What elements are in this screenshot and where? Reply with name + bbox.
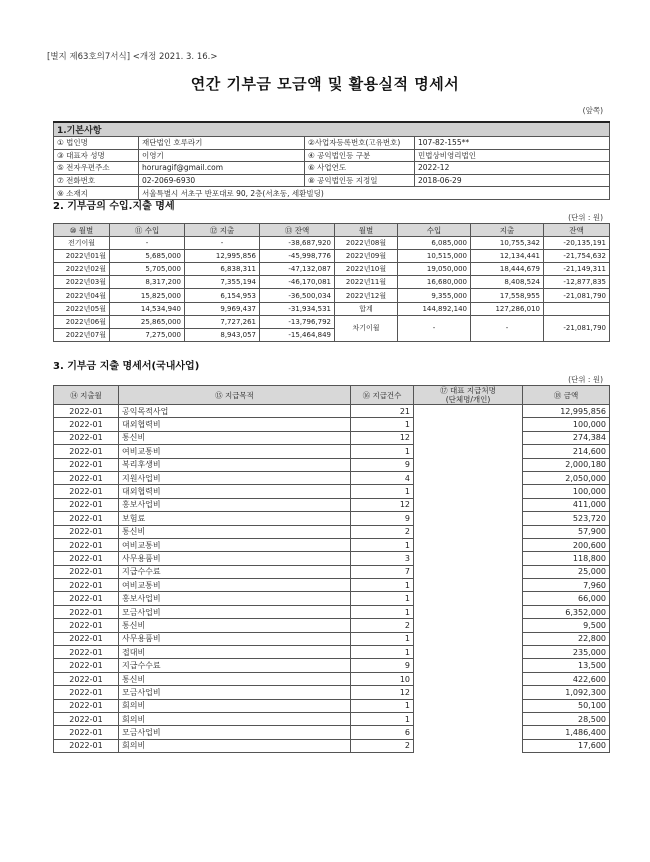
- expense-month-cell: 2022-01: [54, 646, 119, 659]
- field-value: 민법상비영리법인: [415, 149, 610, 162]
- table-row: [54, 538, 610, 551]
- recipient-cell: [414, 726, 523, 739]
- count-cell: 1: [351, 699, 414, 712]
- balance-cell: -15,464,849: [260, 328, 335, 341]
- field-value: horuragif@gmail.com: [139, 162, 305, 175]
- carry-forward-label: 차기이월: [335, 315, 398, 341]
- balance-cell: -13,796,792: [260, 315, 335, 328]
- field-label: ① 법인명: [54, 137, 139, 150]
- recipient-cell: [414, 712, 523, 725]
- month-cell: 2022년11월: [335, 276, 398, 289]
- table-row: [54, 289, 610, 302]
- unit-note: (단위 : 원): [568, 213, 603, 222]
- expense-month-cell: 2022-01: [54, 579, 119, 592]
- purpose-cell: 회의비: [119, 739, 351, 752]
- month-cell: 2022년03월: [54, 276, 110, 289]
- count-cell: 9: [351, 659, 414, 672]
- field-value: 재단법인 호루라기: [139, 137, 305, 150]
- expenditure-rows: [54, 405, 610, 753]
- count-cell: 1: [351, 605, 414, 618]
- purpose-cell: 통신비: [119, 431, 351, 444]
- purpose-cell: 공익목적사업: [119, 405, 351, 418]
- balance-cell: -38,687,920: [260, 237, 335, 250]
- amount-cell: 6,352,000: [523, 605, 610, 618]
- table-row: [54, 739, 610, 752]
- count-cell: 6: [351, 726, 414, 739]
- purpose-cell: 홍보사업비: [119, 498, 351, 511]
- amount-cell: 200,600: [523, 538, 610, 551]
- balance-cell: -36,500,034: [260, 289, 335, 302]
- amount-cell: 2,000,180: [523, 458, 610, 471]
- expense-month-cell: 2022-01: [54, 712, 119, 725]
- amount-cell: 274,384: [523, 431, 610, 444]
- purpose-cell: 여비교통비: [119, 445, 351, 458]
- expense-month-cell: 2022-01: [54, 471, 119, 484]
- month-cell: 2022년01월: [54, 250, 110, 263]
- recipient-cell: [414, 512, 523, 525]
- income-cell: 16,680,000: [398, 276, 471, 289]
- income-total: 144,892,140: [398, 302, 471, 315]
- amount-cell: 214,600: [523, 445, 610, 458]
- amount-cell: 9,500: [523, 619, 610, 632]
- section-3-title: 3. 기부금 지출 명세서(국내사업): [53, 361, 200, 372]
- expense-month-cell: 2022-01: [54, 592, 119, 605]
- expense-month-cell: 2022-01: [54, 632, 119, 645]
- column-header: 월별: [335, 224, 398, 237]
- column-header: ⑭ 지출월: [54, 386, 119, 405]
- purpose-cell: 사무용품비: [119, 552, 351, 565]
- count-cell: 7: [351, 565, 414, 578]
- recipient-cell: [414, 686, 523, 699]
- income-cell: 5,685,000: [110, 250, 185, 263]
- field-label: ③ 대표자 성명: [54, 149, 139, 162]
- expense-cell: 12,134,441: [471, 250, 544, 263]
- recipient-cell: [414, 431, 523, 444]
- table-row: [54, 315, 610, 328]
- count-cell: 1: [351, 538, 414, 551]
- expenditure-table: [53, 385, 610, 753]
- column-header: ⑯ 지급건수: [351, 386, 414, 405]
- recipient-cell: [414, 659, 523, 672]
- expense-cell: 12,995,856: [185, 250, 260, 263]
- expense-month-cell: 2022-01: [54, 605, 119, 618]
- amount-cell: 25,000: [523, 565, 610, 578]
- purpose-cell: 회의비: [119, 699, 351, 712]
- count-cell: 3: [351, 552, 414, 565]
- balance-cell: -47,132,087: [260, 263, 335, 276]
- count-cell: 1: [351, 445, 414, 458]
- amount-cell: 22,800: [523, 632, 610, 645]
- table-row: [54, 498, 610, 511]
- month-cell: 2022년05월: [54, 302, 110, 315]
- recipient-cell: [414, 592, 523, 605]
- field-label: ⑦ 전화번호: [54, 174, 139, 187]
- table-row: [54, 619, 610, 632]
- balance-cell: -45,998,776: [260, 250, 335, 263]
- carry-forward-balance: -21,081,790: [544, 315, 610, 341]
- field-value: 02-2069-6930: [139, 174, 305, 187]
- column-header: 수입: [398, 224, 471, 237]
- expense-cell: 6,838,311: [185, 263, 260, 276]
- income-cell: 25,865,000: [110, 315, 185, 328]
- field-value: 2022-12: [415, 162, 610, 175]
- field-value: 2018-06-29: [415, 174, 610, 187]
- expense-month-cell: 2022-01: [54, 619, 119, 632]
- month-cell: 2022년06월: [54, 315, 110, 328]
- expense-month-cell: 2022-01: [54, 445, 119, 458]
- amount-cell: 118,800: [523, 552, 610, 565]
- balance-cell: -46,170,081: [260, 276, 335, 289]
- recipient-cell: [414, 739, 523, 752]
- column-header: ⑩ 월별: [54, 224, 110, 237]
- expense-cell: 7,355,194: [185, 276, 260, 289]
- purpose-cell: 대외협력비: [119, 418, 351, 431]
- purpose-cell: 모금사업비: [119, 686, 351, 699]
- table-row: [54, 431, 610, 444]
- month-cell: 2022년04월: [54, 289, 110, 302]
- purpose-cell: 지급수수료: [119, 565, 351, 578]
- table-row: [54, 699, 610, 712]
- recipient-cell: [414, 579, 523, 592]
- table-row: [54, 605, 610, 618]
- purpose-cell: 회의비: [119, 712, 351, 725]
- purpose-cell: 복리후생비: [119, 458, 351, 471]
- page-side-note: (앞쪽): [582, 106, 603, 115]
- expense-month-cell: 2022-01: [54, 418, 119, 431]
- field-label: ⑤ 전자우편주소: [54, 162, 139, 175]
- table-row: [54, 726, 610, 739]
- amount-cell: 66,000: [523, 592, 610, 605]
- expense-cell: 9,969,437: [185, 302, 260, 315]
- recipient-cell: [414, 485, 523, 498]
- table-row: [54, 686, 610, 699]
- table-row: [54, 250, 610, 263]
- table-row: [54, 237, 610, 250]
- form-number: [별지 제63호의7서식] <개정 2021. 3. 16.>: [47, 52, 218, 62]
- field-label: ④ 공익법인등 구분: [305, 149, 415, 162]
- purpose-cell: 사무용품비: [119, 632, 351, 645]
- table-row: [54, 525, 610, 538]
- amount-cell: 1,092,300: [523, 686, 610, 699]
- amount-cell: 28,500: [523, 712, 610, 725]
- recipient-cell: [414, 646, 523, 659]
- field-value: 107-82-155**: [415, 137, 610, 150]
- expense-month-cell: 2022-01: [54, 699, 119, 712]
- table-row: [54, 471, 610, 484]
- expense-cell: 8,408,524: [471, 276, 544, 289]
- count-cell: 10: [351, 672, 414, 685]
- recipient-cell: [414, 445, 523, 458]
- column-header: ⑰ 대표 지급처명 (단체명/개인): [414, 386, 523, 405]
- expense-month-cell: 2022-01: [54, 538, 119, 551]
- expense-cell: 7,727,261: [185, 315, 260, 328]
- count-cell: 1: [351, 592, 414, 605]
- recipient-cell: [414, 418, 523, 431]
- table-row: [54, 485, 610, 498]
- income-cell: 14,534,940: [110, 302, 185, 315]
- amount-cell: 50,100: [523, 699, 610, 712]
- expense-cell: -: [185, 237, 260, 250]
- field-value: 이영기: [139, 149, 305, 162]
- expense-cell: 18,444,679: [471, 263, 544, 276]
- expense-month-cell: 2022-01: [54, 485, 119, 498]
- amount-cell: 411,000: [523, 498, 610, 511]
- balance-cell: -21,754,632: [544, 250, 610, 263]
- expense-month-cell: 2022-01: [54, 659, 119, 672]
- month-cell: 2022년10월: [335, 263, 398, 276]
- expense-month-cell: 2022-01: [54, 739, 119, 752]
- table-row: [54, 552, 610, 565]
- purpose-cell: 홍보사업비: [119, 592, 351, 605]
- balance-cell: -20,135,191: [544, 237, 610, 250]
- document-title: 연간 기부금 모금액 및 활용실적 명세서: [190, 75, 460, 93]
- table-row: [54, 712, 610, 725]
- income-cell: -: [110, 237, 185, 250]
- table-row: [54, 579, 610, 592]
- table-row: [54, 276, 610, 289]
- table-row: [54, 659, 610, 672]
- month-cell: 2022년12월: [335, 289, 398, 302]
- purpose-cell: 지원사업비: [119, 471, 351, 484]
- column-header: ⑮ 지급목적: [119, 386, 351, 405]
- amount-cell: 7,960: [523, 579, 610, 592]
- count-cell: 1: [351, 485, 414, 498]
- income-cell: 15,825,000: [110, 289, 185, 302]
- expense-month-cell: 2022-01: [54, 552, 119, 565]
- expense-total: 127,286,010: [471, 302, 544, 315]
- amount-cell: 1,486,400: [523, 726, 610, 739]
- balance-cell: -21,081,790: [544, 289, 610, 302]
- expense-month-cell: 2022-01: [54, 686, 119, 699]
- table-row: [54, 263, 610, 276]
- income-cell: 19,050,000: [398, 263, 471, 276]
- table-row: [54, 646, 610, 659]
- expense-cell: 8,943,057: [185, 328, 260, 341]
- count-cell: 21: [351, 405, 414, 418]
- balance-cell: -12,877,835: [544, 276, 610, 289]
- expense-month-cell: 2022-01: [54, 431, 119, 444]
- count-cell: 2: [351, 525, 414, 538]
- recipient-cell: [414, 699, 523, 712]
- amount-cell: 100,000: [523, 485, 610, 498]
- section-1-title: 1.기본사항: [54, 122, 610, 137]
- amount-cell: 17,600: [523, 739, 610, 752]
- recipient-cell: [414, 458, 523, 471]
- field-label: ②사업자등록번호(고유번호): [305, 137, 415, 150]
- month-cell: 2022년02월: [54, 263, 110, 276]
- balance-cell: -31,934,531: [260, 302, 335, 315]
- balance-cell: [544, 302, 610, 315]
- amount-cell: 422,600: [523, 672, 610, 685]
- count-cell: 1: [351, 712, 414, 725]
- carry-forward-expense: -: [471, 315, 544, 341]
- table-row: [54, 445, 610, 458]
- basic-info-table: [53, 121, 610, 200]
- expense-month-cell: 2022-01: [54, 525, 119, 538]
- purpose-cell: 접대비: [119, 646, 351, 659]
- recipient-cell: [414, 538, 523, 551]
- table-row: [54, 565, 610, 578]
- count-cell: 1: [351, 418, 414, 431]
- purpose-cell: 모금사업비: [119, 726, 351, 739]
- column-header: ⑱ 금액: [523, 386, 610, 405]
- count-cell: 9: [351, 512, 414, 525]
- amount-cell: 2,050,000: [523, 471, 610, 484]
- count-cell: 12: [351, 498, 414, 511]
- count-cell: 1: [351, 632, 414, 645]
- unit-note: (단위 : 원): [568, 375, 603, 384]
- recipient-cell: [414, 471, 523, 484]
- purpose-cell: 통신비: [119, 619, 351, 632]
- income-cell: 5,705,000: [110, 263, 185, 276]
- amount-cell: 235,000: [523, 646, 610, 659]
- expense-month-cell: 2022-01: [54, 512, 119, 525]
- purpose-cell: 보험료: [119, 512, 351, 525]
- recipient-cell: [414, 632, 523, 645]
- count-cell: 1: [351, 579, 414, 592]
- expense-month-cell: 2022-01: [54, 672, 119, 685]
- count-cell: 2: [351, 739, 414, 752]
- section-2-title: 2. 기부금의 수입.지출 명세: [53, 201, 175, 212]
- column-header: ⑫ 지출: [185, 224, 260, 237]
- column-header: ⑬ 잔액: [260, 224, 335, 237]
- income-cell: 9,355,000: [398, 289, 471, 302]
- count-cell: 1: [351, 646, 414, 659]
- count-cell: 4: [351, 471, 414, 484]
- expense-cell: 10,755,342: [471, 237, 544, 250]
- month-cell: 2022년08월: [335, 237, 398, 250]
- recipient-cell: [414, 672, 523, 685]
- income-cell: 6,085,000: [398, 237, 471, 250]
- count-cell: 2: [351, 619, 414, 632]
- expense-month-cell: 2022-01: [54, 405, 119, 418]
- amount-cell: 12,995,856: [523, 405, 610, 418]
- column-header: ⑪ 수입: [110, 224, 185, 237]
- amount-cell: 57,900: [523, 525, 610, 538]
- field-label: ⑨ 소재지: [54, 187, 139, 200]
- count-cell: 12: [351, 431, 414, 444]
- amount-cell: 523,720: [523, 512, 610, 525]
- total-label: 합계: [335, 302, 398, 315]
- month-cell: 전기이월: [54, 237, 110, 250]
- purpose-cell: 여비교통비: [119, 538, 351, 551]
- table-row: [54, 405, 610, 418]
- table-row: [54, 592, 610, 605]
- count-cell: 9: [351, 458, 414, 471]
- table-row: [54, 302, 610, 315]
- month-cell: 2022년09월: [335, 250, 398, 263]
- recipient-cell: [414, 565, 523, 578]
- purpose-cell: 통신비: [119, 525, 351, 538]
- expense-month-cell: 2022-01: [54, 726, 119, 739]
- address-value: 서울특별시 서초구 반포대로 90, 2층(서초동, 세환빌딩): [139, 187, 610, 200]
- amount-cell: 13,500: [523, 659, 610, 672]
- table-row: [54, 512, 610, 525]
- income-cell: 7,275,000: [110, 328, 185, 341]
- purpose-cell: 모금사업비: [119, 605, 351, 618]
- recipient-cell: [414, 405, 523, 418]
- field-label: ⑧ 공익법인등 지정일: [305, 174, 415, 187]
- expense-month-cell: 2022-01: [54, 458, 119, 471]
- carry-forward-income: -: [398, 315, 471, 341]
- table-row: [54, 672, 610, 685]
- table-row: [54, 418, 610, 431]
- table-row: [54, 458, 610, 471]
- expense-cell: 17,558,955: [471, 289, 544, 302]
- table-row: [54, 632, 610, 645]
- income-cell: 10,515,000: [398, 250, 471, 263]
- column-header: 지출: [471, 224, 544, 237]
- count-cell: 12: [351, 686, 414, 699]
- purpose-cell: 여비교통비: [119, 579, 351, 592]
- purpose-cell: 지급수수료: [119, 659, 351, 672]
- purpose-cell: 통신비: [119, 672, 351, 685]
- field-label: ⑥ 사업연도: [305, 162, 415, 175]
- recipient-cell: [414, 525, 523, 538]
- amount-cell: 100,000: [523, 418, 610, 431]
- income-expense-table: [53, 223, 610, 342]
- income-cell: 8,317,200: [110, 276, 185, 289]
- column-header: 잔액: [544, 224, 610, 237]
- recipient-cell: [414, 605, 523, 618]
- expense-month-cell: 2022-01: [54, 498, 119, 511]
- month-cell: 2022년07월: [54, 328, 110, 341]
- recipient-cell: [414, 498, 523, 511]
- recipient-cell: [414, 619, 523, 632]
- expense-month-cell: 2022-01: [54, 565, 119, 578]
- expense-cell: 6,154,953: [185, 289, 260, 302]
- recipient-cell: [414, 552, 523, 565]
- balance-cell: -21,149,311: [544, 263, 610, 276]
- purpose-cell: 대외협력비: [119, 485, 351, 498]
